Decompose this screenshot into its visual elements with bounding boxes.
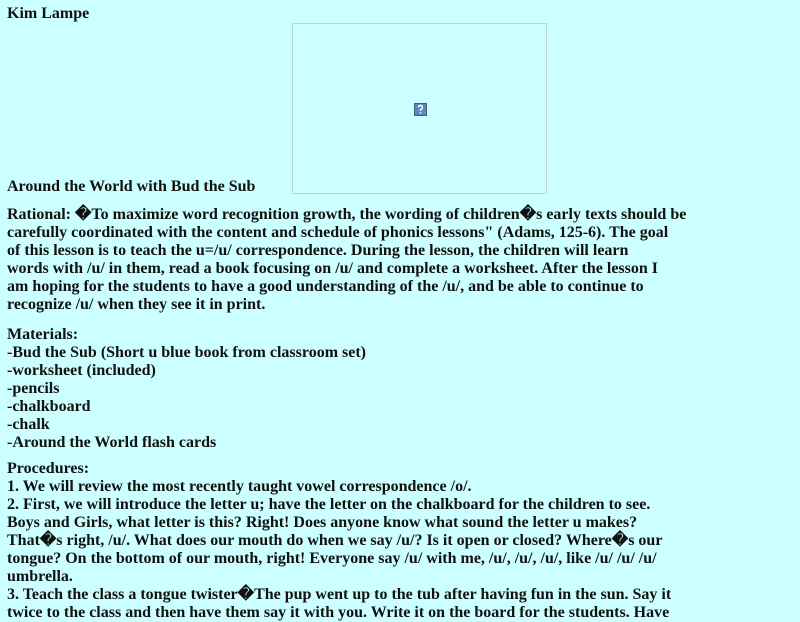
procedure-line: tongue? On the bottom of our mouth, right! Everyone say /u/ with me, /u/, /u/, /u/, like /u/ /u/ /u/: [7, 550, 657, 567]
rational-line: of this lesson is to teach the u=/u/ correspondence. During the lesson, the children will learn: [7, 242, 629, 259]
rational-section: [7, 206, 686, 314]
material-item: -Around the World flash cards: [7, 434, 217, 451]
procedure-line: 3. Teach the class a tongue twister�The pup went up to the tub after having fun in the sun. Say it: [7, 586, 672, 603]
rational-line: words with /u/ in them, read a book focusing on /u/ and complete a worksheet. After the lesson I: [7, 260, 658, 277]
procedure-line: Boys and Girls, what letter is this? Right! Does anyone know what sound the letter u makes?: [7, 514, 638, 531]
material-item: -pencils: [7, 380, 60, 397]
material-item: -Bud the Sub (Short u blue book from classroom set): [7, 344, 367, 361]
broken-image-icon: [414, 103, 427, 116]
author-name: Kim Lampe: [7, 5, 90, 22]
procedure-line: twice to the class and then have them say it with you. Write it on the board for the students. Have: [7, 604, 670, 621]
procedure-line: 2. First, we will introduce the letter u; have the letter on the chalkboard for the children to see.: [7, 496, 651, 513]
materials-section: [7, 326, 366, 452]
material-item: -chalk: [7, 416, 50, 433]
rational-line: recognize /u/ when they see it in print.: [7, 296, 266, 313]
material-item: -worksheet (included): [7, 362, 156, 379]
rational-line: carefully coordinated with the content and schedule of phonics lessons" (Adams, 125-6). The goal: [7, 224, 669, 241]
lesson-image-placeholder: [292, 23, 547, 194]
rational-line: am hoping for the students to have a good understanding of the /u/, and be able to continue to: [7, 278, 644, 295]
procedure-line: umbrella.: [7, 568, 73, 585]
procedure-line: 1. We will review the most recently taught vowel correspondence /o/.: [7, 478, 472, 495]
materials-heading: Materials:: [7, 326, 79, 343]
procedure-line: That�s right, /u/. What does our mouth do when we say /u/? Is it open or closed? Where�s our: [7, 532, 663, 549]
procedures-heading: Procedures:: [7, 460, 90, 477]
rational-line: Rational: �To maximize word recognition growth, the wording of children�s early texts should be: [7, 206, 687, 223]
lesson-title: Around the World with Bud the Sub: [7, 178, 256, 195]
material-item: -chalkboard: [7, 398, 91, 415]
procedures-section: [7, 460, 671, 622]
